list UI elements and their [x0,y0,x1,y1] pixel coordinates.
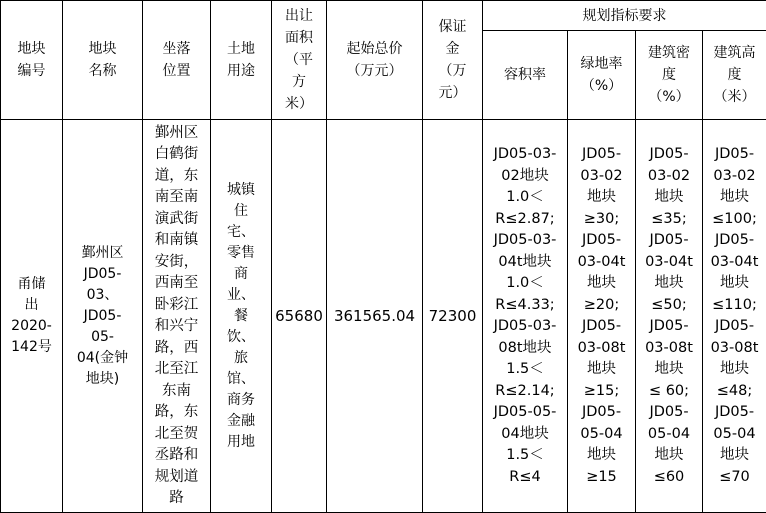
header-planning-requirements: 规划指标要求 [483,1,766,31]
cell-green-rate: JD05- 03-02 地块 ≥30; JD05- 03-04t 地块 ≥20; JD05- 03-08t 地块 ≥15; JD05- 05-04 地块 ≥15 [568,120,636,513]
header-transfer-area: 出让 面积 （平 方 米） [272,1,327,120]
table-row [1,120,766,513]
header-row-top [1,1,766,31]
cell-plot-no: 甬储 出 2020- 142号 [1,120,63,513]
header-building-height: 建筑高 度 （米） [703,31,766,120]
cell-plot-ratio: JD05-03- 02地块 1.0＜ R≤2.87; JD05-03- 04t地块 1.0＜ R≤4.33; JD05-03- 08t地块 1.5＜ R≤2.14; JD05-05- 04地块 1.5＜ R≤4 [483,120,568,513]
cell-deposit: 72300 [423,120,483,513]
cell-building-height: JD05- 03-02 地块 ≤100; JD05- 03-04t 地块 ≤110; JD05- 03-08t 地块 ≤48; JD05- 05-04 地块 ≤70 [703,120,766,513]
cell-land-use: 城镇 住 宅、 零售 商 业、 餐 饮、 旅 馆、 商务 金融 用地 [211,120,272,513]
header-starting-price: 起始总价 （万元） [327,1,423,120]
header-green-rate: 绿地率 （%） [568,31,636,120]
cell-location: 鄞州区 白鹤街 道，东 南至南 演武街 和南镇 安街， 西南至 卧彩江 和兴宁 路，西 北至江 东南 路，东 北至贺 丞路和 规划道 路 [143,120,211,513]
header-location: 坐落 位置 [143,1,211,120]
cell-building-density: JD05- 03-02 地块 ≤35; JD05- 03-04t 地块 ≤50; JD05- 03-08t 地块 ≤ 60; JD05- 05-04 地块 ≤60 [636,120,703,513]
header-plot-no: 地块 编号 [1,1,63,120]
header-plot-ratio: 容积率 [483,31,568,120]
header-land-use: 土地 用途 [211,1,272,120]
header-building-density: 建筑密 度 （%） [636,31,703,120]
cell-plot-name: 鄞州区 JD05- 03、 JD05- 05- 04(金钟 地块) [63,120,143,513]
header-plot-name: 地块 名称 [63,1,143,120]
header-deposit: 保证 金 （万 元） [423,1,483,120]
cell-transfer-area: 65680 [272,120,327,513]
cell-starting-price: 361565.04 [327,120,423,513]
